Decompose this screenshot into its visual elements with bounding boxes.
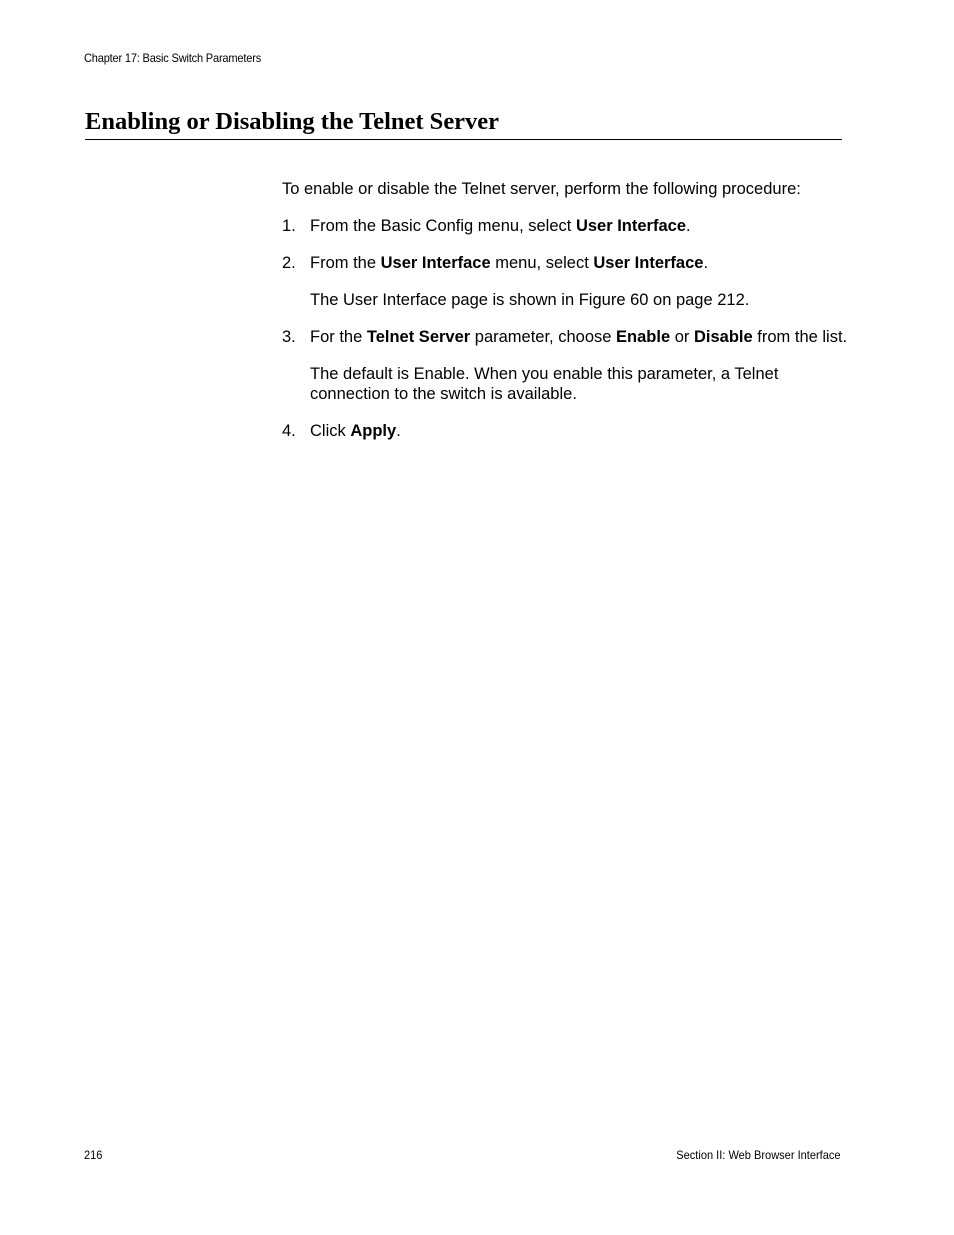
step-text-run: Click	[310, 422, 351, 440]
step-number: 1.	[282, 217, 296, 235]
step-text-run: menu, select	[490, 254, 594, 272]
step-text-run: From the Basic Config menu, select	[310, 217, 576, 235]
procedure-body	[282, 179, 857, 458]
step-text-run: .	[686, 217, 691, 235]
intro-paragraph: To enable or disable the Telnet server, perform the following procedure:	[282, 180, 801, 198]
step-text-bold: Disable	[693, 328, 753, 346]
step-text-run: from the list.	[752, 328, 848, 346]
procedure-step	[282, 253, 857, 310]
step-text-run: .	[396, 422, 401, 440]
step-text-run: .	[703, 254, 709, 272]
procedure-step	[282, 421, 857, 441]
procedure-step	[282, 216, 857, 236]
step-text	[310, 216, 857, 236]
step-number: 4.	[282, 422, 296, 440]
step-note: The User Interface page is shown in Figure 60 on page 212.	[310, 291, 750, 309]
step-text-bold: User Interface	[575, 217, 687, 235]
step-text-bold: Enable	[616, 328, 671, 346]
page-number: 216	[84, 1148, 103, 1162]
step-text-bold: Telnet Server	[366, 328, 471, 346]
section-heading: Enabling or Disabling the Telnet Server	[85, 108, 500, 135]
step-note: The default is Enable. When you enable this parameter, a Telnet connection to the switch is available.	[310, 365, 779, 403]
step-text-bold: User Interface	[593, 254, 704, 272]
running-header: Chapter 17: Basic Switch Parameters	[84, 51, 262, 65]
step-number: 2.	[282, 254, 296, 272]
step-text-run: or	[670, 328, 694, 346]
step-number: 3.	[282, 328, 296, 346]
step-text-bold: User Interface	[380, 254, 491, 272]
procedure-step	[282, 327, 857, 404]
procedure-steps	[282, 216, 857, 441]
step-text-run: parameter, choose	[470, 328, 617, 346]
step-text	[310, 253, 857, 273]
step-text-run: For the	[310, 328, 367, 346]
running-footer-section: Section II: Web Browser Interface	[676, 1148, 841, 1162]
heading-rule	[85, 139, 842, 140]
step-text-run: From the	[310, 254, 381, 272]
step-text	[310, 327, 857, 347]
step-text	[310, 421, 857, 441]
step-text-bold: Apply	[350, 422, 397, 440]
